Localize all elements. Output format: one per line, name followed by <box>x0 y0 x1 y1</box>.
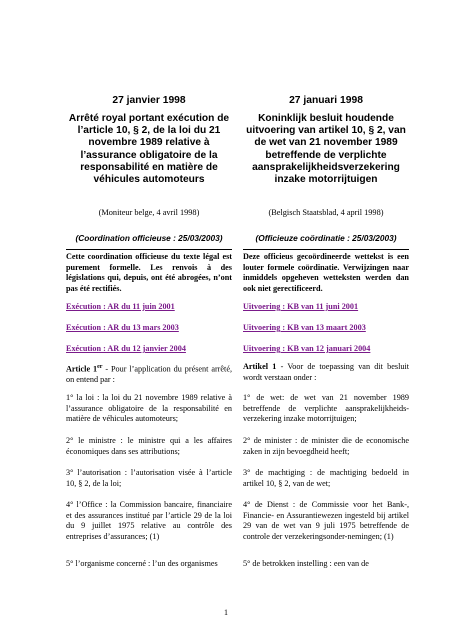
execution-link[interactable]: Uitvoering : KB van 11 juni 2001 <box>243 302 359 311</box>
article-superscript: er <box>97 364 103 370</box>
definition-item: 5° l’organisme concerné : l’un des organismes <box>66 559 218 568</box>
execution-link[interactable]: Exécution : AR du 11 juin 2001 <box>66 302 175 311</box>
page-number: 1 <box>224 608 228 617</box>
execution-link[interactable]: Uitvoering : KB van 12 januari 2004 <box>243 344 371 353</box>
article-label: Artikel 1 <box>243 362 277 371</box>
title-line: Koninklijk besluit houdende <box>258 113 394 124</box>
article-heading <box>66 362 232 386</box>
article-heading <box>243 362 409 383</box>
publication-source: (Belgisch Staatsblad, 4 april 1998) <box>268 208 384 217</box>
title-line: l’article 10, § 2, de la loi du 21 <box>77 125 221 137</box>
article-text: - Voor de toepassing van dit besluit wordt verstaan onder : <box>243 362 409 382</box>
title-line: l’assurance obligatoire de la <box>80 149 218 161</box>
title-line: inzake motorrijtuigen <box>274 174 378 186</box>
definition-item: 5° de betrokken instelling : een van de <box>243 559 369 568</box>
title-line: aansprakelijkheidsverzekering <box>252 161 400 173</box>
article-text: - Pour l’application du présent arrêté, on entend par : <box>66 364 232 385</box>
intro-paragraph: Deze officieus gecoördineerde wettekst is een louter formele coördinatie. Verwijzingen naar inmiddels opgeheven wetteksten werden dan ook niet gerectificeerd. <box>243 252 409 293</box>
definition-item: 3° l’autorisation : l’autorisation visée à l’article 10, § 2, de la loi; <box>66 468 232 488</box>
definition-item: 1° de wet: de wet van 21 november 1989 betreffende de verplichte aansprakelijkheids-verzekering inzake motorrijtuigen; <box>243 393 409 424</box>
definition-item: 2° le ministre : le ministre qui a les affaires économiques dans ses attributions; <box>66 436 232 456</box>
title-line: novembre 1989 relative à <box>88 137 210 149</box>
coordination-note: (Officieuze coördinatie : 25/03/2003) <box>255 233 397 243</box>
definition-item: 4° de Dienst : de Commissie voor het Bank-, Financie- en Assurantiewezen ingesteld bij artikel 29 van de wet van 9 juli 1975 betreffende de controle der verzekeringsonder-nemingen; (1) <box>243 500 409 541</box>
publication-source: (Moniteur belge, 4 avril 1998) <box>98 208 200 217</box>
execution-link[interactable]: Exécution : AR du 12 janvier 2004 <box>66 344 186 353</box>
title-line: betreffende de verplichte <box>265 149 387 161</box>
title-line: véhicules automoteurs <box>93 174 205 186</box>
definition-item: 2° de minister : de minister die de economische zaken in zijn bevoegdheid heeft; <box>243 436 409 456</box>
execution-link[interactable]: Exécution : AR du 13 mars 2003 <box>66 323 179 332</box>
title-line: responsabilité en matière de <box>80 161 218 173</box>
definition-item: 1° la loi : la loi du 21 novembre 1989 relative à l’assurance obligatoire de la responsabilité en matière de véhicules automoteurs; <box>66 393 232 424</box>
coordination-note: (Coordination officieuse : 25/03/2003) <box>75 233 223 243</box>
definition-item: 4° l’Office : la Commission bancaire, financiaire et des assurances institué par l’article 29 de la loi du 9 juillet 1975 relative au contrôle des entreprises d’assurances; (1) <box>66 500 232 541</box>
definition-item: 3° de machtiging : de machtiging bedoeld in artikel 10, § 2, van de wet; <box>243 468 409 488</box>
document-date: 27 janvier 1998 <box>112 95 186 106</box>
execution-link[interactable]: Uitvoering : KB van 13 maart 2003 <box>243 323 366 332</box>
document-title <box>243 113 409 186</box>
intro-paragraph: Cette coordination officieuse du texte légal est purement formelle. Les renvois à des législations qui, depuis, ont été abrogées, n’ont pas été rectifiés. <box>66 252 232 293</box>
divider <box>243 249 409 250</box>
divider <box>66 249 232 250</box>
document-title <box>66 113 232 186</box>
document-date: 27 januari 1998 <box>289 95 363 106</box>
article-label: Article 1 <box>66 364 98 374</box>
title-line: Arrêté royal portant exécution de <box>68 113 230 124</box>
title-line: de wet van 21 november 1989 <box>254 137 398 149</box>
title-line: uitvoering van artikel 10, § 2, van <box>246 125 406 137</box>
